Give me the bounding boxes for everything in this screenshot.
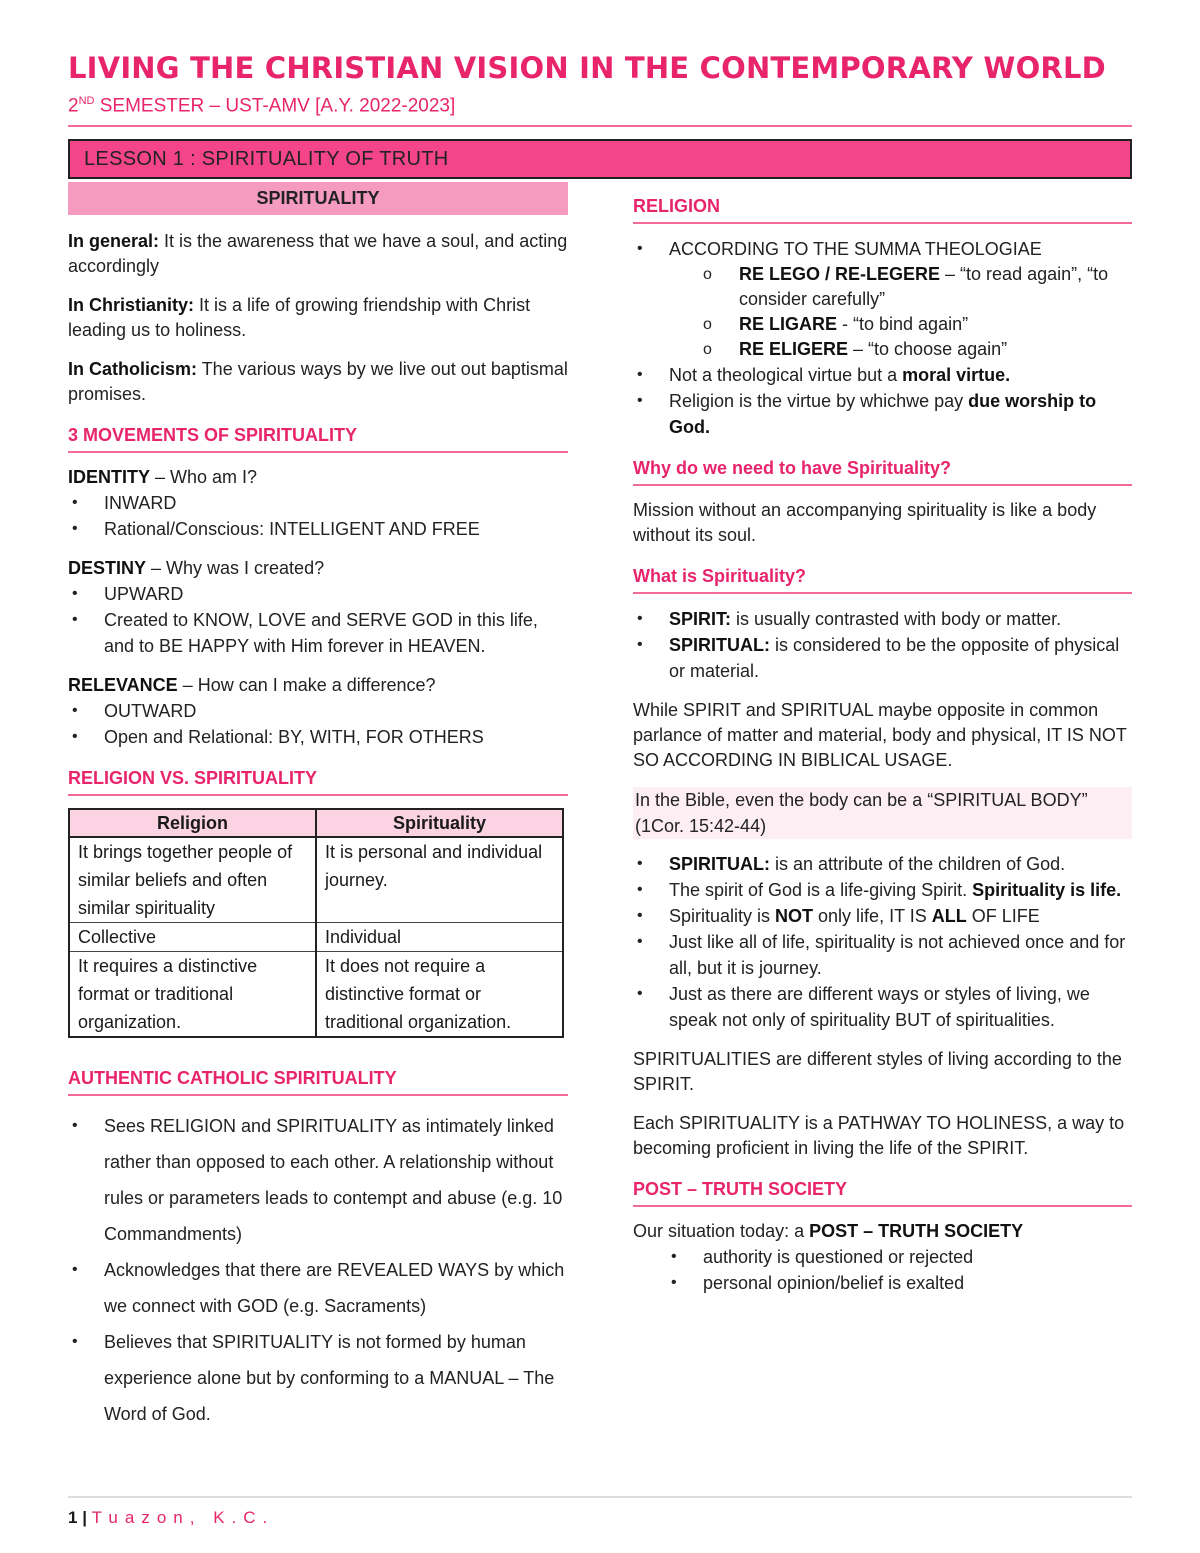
list-item [633, 388, 1132, 440]
lesson-banner: LESSON 1 : SPIRITUALITY OF TRUTH [68, 139, 1132, 179]
virtue-list [633, 362, 1132, 440]
list-item: • Believes that SPIRITUALITY is not formed by human experience alone but by conforming to a MANUAL – The Word of God. [68, 1324, 568, 1432]
identity-list [68, 490, 568, 542]
definition-term: In Catholicism: [68, 359, 198, 379]
movement-question: – Why was I created? [146, 558, 325, 578]
definition-text: It is a life of growing friendship with Christ leading us to holiness. [68, 295, 531, 340]
list-item [633, 362, 1132, 388]
document-title: LIVING THE CHRISTIAN VISION IN THE CONTEMPORARY WORLD [68, 51, 1106, 85]
post-truth-heading: POST – TRUTH SOCIETY [633, 1175, 1132, 1207]
religion-heading: RELIGION [633, 192, 1132, 224]
list-item: • Sees RELIGION and SPIRITUALITY as intimately linked rather than opposed to each other. A relationship without rules or parameters leads to contempt and abuse (e.g. 10 Commandments) [68, 1108, 568, 1252]
post-truth-text: Our situation today: a [633, 1221, 810, 1241]
spirit-term: SPIRITUAL: [669, 635, 770, 655]
table-cell: It is personal and individual journey. [316, 837, 563, 923]
movement-identity [68, 465, 568, 490]
list-item [703, 312, 1132, 337]
latin-meaning: – “to read again”, “to consider carefully” [739, 264, 1109, 309]
table-cell: Collective [69, 923, 316, 952]
post-truth-list [633, 1244, 1132, 1296]
movement-question: – How can I make a difference? [177, 675, 436, 695]
list-item: • Acknowledges that there are REVEALED WAYS by which we connect with GOD (e.g. Sacraments) [68, 1252, 568, 1324]
spiritualities-text: SPIRITUALITIES are different styles of living according to the SPIRIT. [633, 1049, 1122, 1094]
list-item: • Rational/Conscious: INTELLIGENT AND FREE [68, 516, 568, 542]
list-item: • INWARD [68, 490, 568, 516]
movement-term: IDENTITY [68, 467, 151, 487]
list-item [703, 337, 1132, 362]
spirit-text: is considered to be the opposite of physical or material. [669, 635, 1120, 681]
list-item: • OUTWARD [68, 698, 568, 724]
post-truth-emphasis: POST – TRUTH SOCIETY [809, 1221, 1024, 1241]
table-header-row [69, 809, 563, 837]
list-item [633, 877, 1132, 903]
authentic-list [68, 1108, 568, 1432]
table-cell: It brings together people of similar beliefs and often similar spirituality [69, 837, 316, 923]
movement-relevance [68, 673, 568, 698]
virtue-emphasis: due worship to God. [669, 391, 1097, 437]
virtue-emphasis: moral virtue. [902, 365, 1011, 385]
virtue-text: Religion is the virtue by whichwe pay [669, 391, 969, 411]
table-cell: Individual [316, 923, 563, 952]
why-heading: Why do we need to have Spirituality? [633, 454, 1132, 486]
semester-ordinal: ND [78, 95, 95, 107]
list-item [633, 851, 1132, 877]
table-header: Religion [69, 809, 316, 837]
definition-catholicism [68, 357, 568, 407]
religion-vs-spirituality-heading: RELIGION VS. SPIRITUALITY [68, 764, 568, 796]
movement-term: RELEVANCE [68, 675, 178, 695]
definition-text: The various ways by we live out out baptismal promises. [68, 359, 568, 404]
list-item: • Just like all of life, spirituality is not achieved once and for all, but it is journey. [633, 929, 1132, 981]
table-header: Spirituality [316, 809, 563, 837]
movements-heading: 3 MOVEMENTS OF SPIRITUALITY [68, 421, 568, 453]
semester-number: 2 [68, 95, 79, 117]
definition-term: In Christianity: [68, 295, 195, 315]
author-name: Tuazon, K.C. [91, 1508, 275, 1527]
list-item: • Just as there are different ways or styles of living, we speak not only of spirituality BUT of spiritualities. [633, 981, 1132, 1033]
footer-separator: | [77, 1508, 92, 1527]
latin-term: RE LEGO / RE-LEGERE [739, 264, 941, 284]
list-item [633, 632, 1132, 684]
spiritual-term: SPIRITUAL: [669, 854, 770, 874]
movement-term: DESTINY [68, 558, 147, 578]
table-row [69, 837, 563, 923]
table-row [69, 952, 563, 1038]
why-text: Mission without an accompanying spirituality is like a body without its soul. [633, 500, 1097, 545]
life-text: The spirit of God is a life-giving Spirit. [669, 880, 973, 900]
latin-meaning: - “to bind again” [837, 314, 969, 334]
spirit-text: is usually contrasted with body or matter. [731, 609, 1062, 629]
all-emphasis: NOT [775, 906, 814, 926]
relevance-list [68, 698, 568, 750]
definition-general [68, 229, 568, 279]
all-text: only life, IT IS [813, 906, 932, 926]
table-row [69, 923, 563, 952]
definition-christianity [68, 293, 568, 343]
all-emphasis: ALL [931, 906, 967, 926]
page-number: 1 [68, 1508, 78, 1527]
movement-destiny [68, 556, 568, 581]
table-cell: It requires a distinctive format or traditional organization. [69, 952, 316, 1038]
semester-text: SEMESTER – UST-AMV [A.Y. 2022-2023] [94, 95, 456, 117]
bible-callout: In the Bible, even the body can be a “SPIRITUAL BODY” (1Cor. 15:42-44) [633, 787, 1132, 839]
list-item: • Open and Relational: BY, WITH, FOR OTHERS [68, 724, 568, 750]
authentic-heading: AUTHENTIC CATHOLIC SPIRITUALITY [68, 1064, 568, 1096]
list-item [703, 262, 1132, 312]
spiritual-text: is an attribute of the children of God. [770, 854, 1066, 874]
movement-question: – Who am I? [150, 467, 258, 487]
table-cell: It does not require a distinctive format or traditional organization. [316, 952, 563, 1038]
list-item: • personal opinion/belief is exalted [667, 1270, 1132, 1296]
list-item: • authority is questioned or rejected [667, 1244, 1132, 1270]
definition-text: It is the awareness that we have a soul, and acting accordingly [68, 231, 568, 276]
comparison-table [68, 808, 564, 1038]
latin-meaning: – “to choose again” [848, 339, 1008, 359]
religion-list [633, 236, 1132, 262]
destiny-list [68, 581, 568, 659]
list-item: • UPWARD [68, 581, 568, 607]
virtue-text: Not a theological virtue but a [669, 365, 903, 385]
pathway-text: Each SPIRITUALITY is a PATHWAY TO HOLINESS, a way to becoming proficient in living the life of the SPIRIT. [633, 1113, 1125, 1158]
list-item: • ACCORDING TO THE SUMMA THEOLOGIAE [633, 236, 1132, 262]
latin-term: RE ELIGERE [739, 339, 849, 359]
spirituality-heading: SPIRITUALITY [68, 182, 568, 215]
all-text: OF LIFE [966, 906, 1040, 926]
list-item [633, 903, 1132, 929]
right-column [633, 182, 1132, 1296]
what-heading: What is Spirituality? [633, 562, 1132, 594]
list-item [633, 606, 1132, 632]
list-item: • Created to KNOW, LOVE and SERVE GOD in this life, and to BE HAPPY with Him forever in HEAVEN. [68, 607, 568, 659]
latin-roots-list [633, 262, 1132, 362]
while-text: While SPIRIT and SPIRITUAL maybe opposite in common parlance of matter and material, body and physical, IT IS NOT SO ACCORDING IN BIBLICAL USAGE. [633, 700, 1127, 770]
latin-term: RE LIGARE [739, 314, 838, 334]
definition-term: In general: [68, 231, 160, 251]
spirit-term: SPIRIT: [669, 609, 732, 629]
post-truth-intro [633, 1219, 1132, 1244]
page-footer [68, 1496, 1132, 1528]
all-text: Spirituality is [669, 906, 776, 926]
spiritual-list [633, 851, 1132, 1033]
document-subtitle [68, 88, 1132, 119]
title-divider [68, 125, 1132, 127]
life-emphasis: Spirituality is life. [972, 880, 1122, 900]
document-page [68, 50, 1132, 1540]
spirit-list [633, 606, 1132, 684]
left-column [68, 182, 568, 1432]
